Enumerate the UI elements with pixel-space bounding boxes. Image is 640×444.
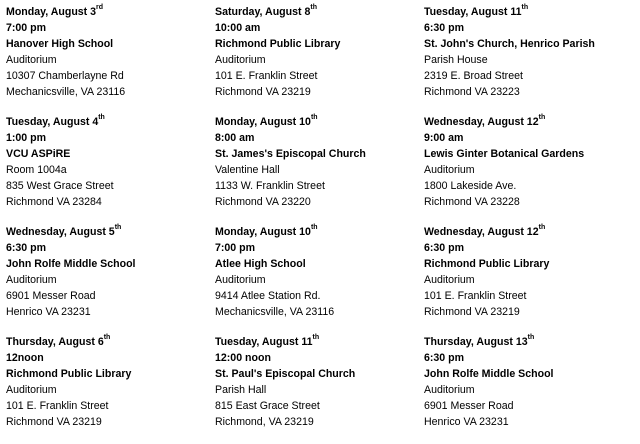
schedule-column-1 xyxy=(6,4,206,444)
event-city: Richmond VA 23284 xyxy=(6,196,102,208)
event-address: 1133 W. Franklin Street xyxy=(215,180,325,192)
event-address: 10307 Chamberlayne Rd xyxy=(6,70,124,82)
event-entry xyxy=(215,224,415,320)
event-day: Thursday, August 6th xyxy=(6,334,111,348)
schedule-column-2 xyxy=(215,4,415,444)
event-day: Monday, August 10th xyxy=(215,224,318,238)
event-city: Mechanicsville, VA 23116 xyxy=(6,86,126,98)
event-time: 6:30 pm xyxy=(424,352,465,364)
event-day: Monday, August 3rd xyxy=(6,4,104,18)
event-day: Monday, August 10th xyxy=(215,114,318,128)
event-day: Tuesday, August 4th xyxy=(6,114,105,128)
event-day: Tuesday, August 11th xyxy=(424,4,529,18)
event-room: Room 1004a xyxy=(6,164,67,176)
event-city: Mechanicsville, VA 23116 xyxy=(215,306,335,318)
event-day: Wednesday, August 12th xyxy=(424,224,546,238)
event-day: Thursday, August 13th xyxy=(424,334,535,348)
event-day: Wednesday, August 5th xyxy=(6,224,122,238)
event-time: 9:00 am xyxy=(424,132,464,144)
event-city: Richmond VA 23228 xyxy=(424,196,520,208)
event-venue: Richmond Public Library xyxy=(424,258,550,270)
event-entry xyxy=(424,114,624,210)
event-address: 101 E. Franklin Street xyxy=(424,290,527,302)
event-address: 101 E. Franklin Street xyxy=(6,400,109,412)
event-time: 6:30 pm xyxy=(424,22,465,34)
event-address: 101 E. Franklin Street xyxy=(215,70,318,82)
event-city: Richmond VA 23219 xyxy=(6,416,102,428)
event-room: Auditorium xyxy=(215,274,266,286)
event-room: Auditorium xyxy=(6,54,57,66)
event-venue: Hanover High School xyxy=(6,38,114,50)
event-city: Richmond VA 23220 xyxy=(215,196,311,208)
event-venue: St. Paul's Episcopal Church xyxy=(215,368,356,380)
event-entry xyxy=(6,4,206,100)
event-room: Parish Hall xyxy=(215,384,267,396)
event-venue: John Rolfe Middle School xyxy=(424,368,554,380)
event-day: Wednesday, August 12th xyxy=(424,114,546,128)
event-room: Auditorium xyxy=(424,274,475,286)
event-day: Tuesday, August 11th xyxy=(215,334,320,348)
event-entry xyxy=(6,224,206,320)
event-entry xyxy=(6,334,206,430)
event-address: 9414 Atlee Station Rd. xyxy=(215,290,321,302)
event-entry xyxy=(6,114,206,210)
event-address: 6901 Messer Road xyxy=(6,290,96,302)
event-entry xyxy=(215,4,415,100)
event-entry xyxy=(424,4,624,100)
event-city: Richmond VA 23219 xyxy=(215,86,311,98)
event-address: 1800 Lakeside Ave. xyxy=(424,180,517,192)
event-venue: Atlee High School xyxy=(215,258,306,270)
event-room: Auditorium xyxy=(6,384,57,396)
event-address: 6901 Messer Road xyxy=(424,400,514,412)
event-day: Saturday, August 8th xyxy=(215,4,317,18)
event-time: 7:00 pm xyxy=(215,242,256,254)
event-address: 815 East Grace Street xyxy=(215,400,320,412)
event-room: Parish House xyxy=(424,54,488,66)
event-address: 2319 E. Broad Street xyxy=(424,70,523,82)
event-entry xyxy=(424,334,624,430)
event-time: 6:30 pm xyxy=(424,242,465,254)
event-venue: VCU ASPiRE xyxy=(6,148,71,160)
event-entry xyxy=(215,334,415,430)
event-time: 8:00 am xyxy=(215,132,255,144)
event-city: Richmond VA 23223 xyxy=(424,86,520,98)
event-room: Auditorium xyxy=(424,164,475,176)
event-time: 1:00 pm xyxy=(6,132,47,144)
event-venue: Richmond Public Library xyxy=(6,368,132,380)
event-venue: Richmond Public Library xyxy=(215,38,341,50)
event-venue: Lewis Ginter Botanical Gardens xyxy=(424,148,585,160)
schedule-column-3 xyxy=(424,4,624,444)
event-time: 12:00 noon xyxy=(215,352,271,364)
event-city: Henrico VA 23231 xyxy=(424,416,509,428)
event-time: 6:30 pm xyxy=(6,242,47,254)
event-room: Auditorium xyxy=(424,384,475,396)
event-entry xyxy=(424,224,624,320)
event-venue: John Rolfe Middle School xyxy=(6,258,136,270)
event-time: 12noon xyxy=(6,352,44,364)
event-entry xyxy=(215,114,415,210)
event-room: Auditorium xyxy=(6,274,57,286)
event-room: Valentine Hall xyxy=(215,164,280,176)
event-address: 835 West Grace Street xyxy=(6,180,114,192)
event-venue: St. James's Episcopal Church xyxy=(215,148,366,160)
event-room: Auditorium xyxy=(215,54,266,66)
event-city: Richmond, VA 23219 xyxy=(215,416,314,428)
event-time: 10:00 am xyxy=(215,22,261,34)
event-city: Richmond VA 23219 xyxy=(424,306,520,318)
event-city: Henrico VA 23231 xyxy=(6,306,91,318)
event-venue: St. John's Church, Henrico Parish xyxy=(424,38,595,50)
event-time: 7:00 pm xyxy=(6,22,47,34)
